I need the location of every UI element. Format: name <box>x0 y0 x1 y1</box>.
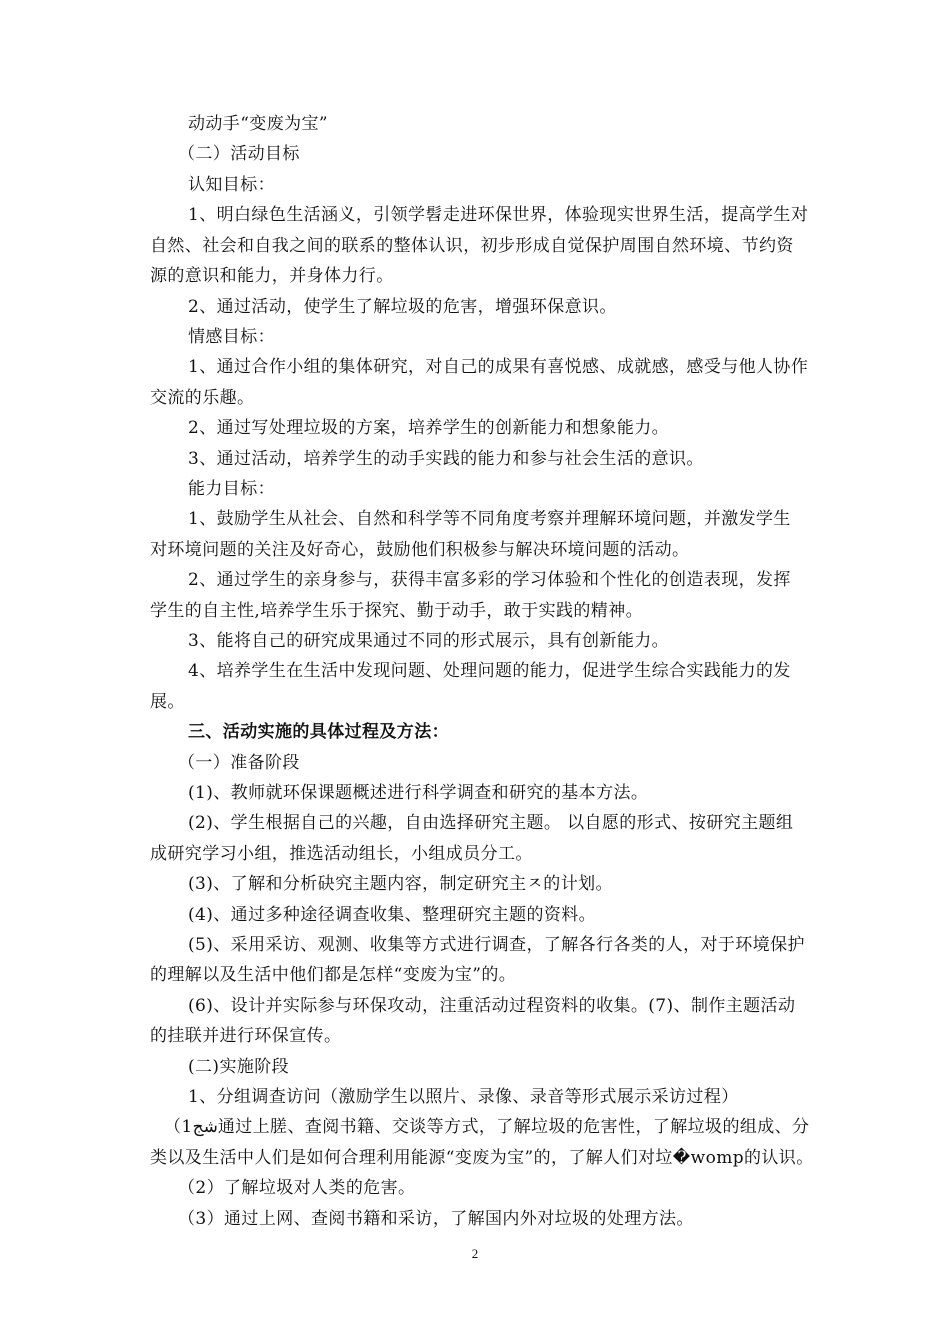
text-line: 交流的乐趣。 <box>150 388 255 408</box>
subheading: 认知目标： <box>188 175 275 195</box>
text-line: (2)、学生根据自己的兴趣，自由选择研究主题。 以自愿的形式、按研究主题组 <box>188 813 794 833</box>
text-line: 1、分组调查访问（激励学生以照片、录像、录音等形式展示采访过程） <box>188 1087 739 1107</box>
text-line: 的理解以及生活中他们都是怎样“变废为宝”的。 <box>150 965 517 985</box>
text-line: (6)、设计并实际参与环保攻动，注重活动过程资料的收集。(7)、制作主题活动 <box>188 996 796 1016</box>
text-line: 自然、社会和自我之间的联系的整体认识，初步形成自觉保护周围自然环境、节约资 <box>150 236 794 256</box>
text-line: 成研究学习小组，推选活动组长，小组成员分工。 <box>150 844 533 864</box>
text-line: 源的意识和能力，并身体力行。 <box>150 266 394 286</box>
text-line: 4、培养学生在生活中发现问题、处理问题的能力，促进学生综合实践能力的发 <box>188 661 791 681</box>
text-line: （2）了解垃圾对人类的危害。 <box>178 1178 416 1198</box>
page-number: 2 <box>471 1246 479 1261</box>
section-heading: 三、活动实施的具体过程及方法： <box>188 722 449 742</box>
text-line: (4)、通过多种途径调查收集、整理研究主题的资料。 <box>188 905 597 925</box>
text-line: 的挂联并进行环保宣传。 <box>150 1026 342 1046</box>
text-line: 3、通过活动，培养学生的动手实践的能力和参与社会生活的意识。 <box>188 449 704 469</box>
text-line: 对环境问题的关注及好奇心，鼓励他们积极参与解决环境问题的活动。 <box>150 540 690 560</box>
text-line: (3)、了解和分析砄究主题内容，制定研究主ㅈ的计划。 <box>188 874 613 894</box>
text-line: 2、通过写处理垃圾的方案，培养学生的创新能力和想象能力。 <box>188 418 670 438</box>
text-line: （1شج通过上䐤、查阅书籍、交谈等方式，了解垃圾的危害性，了解垃圾的组成、分 <box>164 1117 810 1137</box>
text-line: 1、鼓励学生从社会、自然和科学等不同角度考察并理解环境问题，并激发学生 <box>188 509 791 529</box>
text-line: 2、通过学生的亲身参与，获得丰富多彩的学习体验和个性化的创造表现，发挥 <box>188 570 791 590</box>
text-line: 展。 <box>150 692 185 712</box>
text-line: 2、通过活动，使学生了解垃圾的危害，增强环保意识。 <box>188 297 617 317</box>
text-line: 1、明白绿色生活涵义，引领学髫走进环保世界，体验现实世界生活，提高学生对 <box>188 205 809 225</box>
text-line: (1)、教师就环保课题概述进行科学调查和研究的基本方法。 <box>188 783 649 803</box>
text-line: 1、通过合作小组的集体研究，对自己的成果有喜悦感、成就感，感受与他人协作 <box>188 357 809 377</box>
text-line: 类以及生活中人们是如何合理利用能源“变废为宝”的，了解人们对垃�womp的认识。 <box>150 1148 814 1168</box>
text-line: 学生的自主性,培养学生乐于探究、勤于动手，敢于实践的精神。 <box>150 601 644 621</box>
text-line: 动动手“变废为宝” <box>188 114 328 134</box>
section-heading: (二)实施阶段 <box>188 1057 290 1077</box>
text-line: （3）通过上网、查阅书籍和采访，了解国内外对垃圾的处理方法。 <box>178 1209 694 1229</box>
text-line: 3、能将自己的研究成果通过不同的形式展示，具有创新能力。 <box>188 631 670 651</box>
subheading: 能力目标： <box>188 479 275 499</box>
subheading: 情感目标： <box>188 327 275 347</box>
section-heading: （二）活动目标 <box>178 144 300 164</box>
text-line: (5)、采用采访、观测、收集等方式进行调查，了解各行各类的人，对于环境保护 <box>188 935 805 955</box>
section-heading: （一）准备阶段 <box>178 753 300 773</box>
